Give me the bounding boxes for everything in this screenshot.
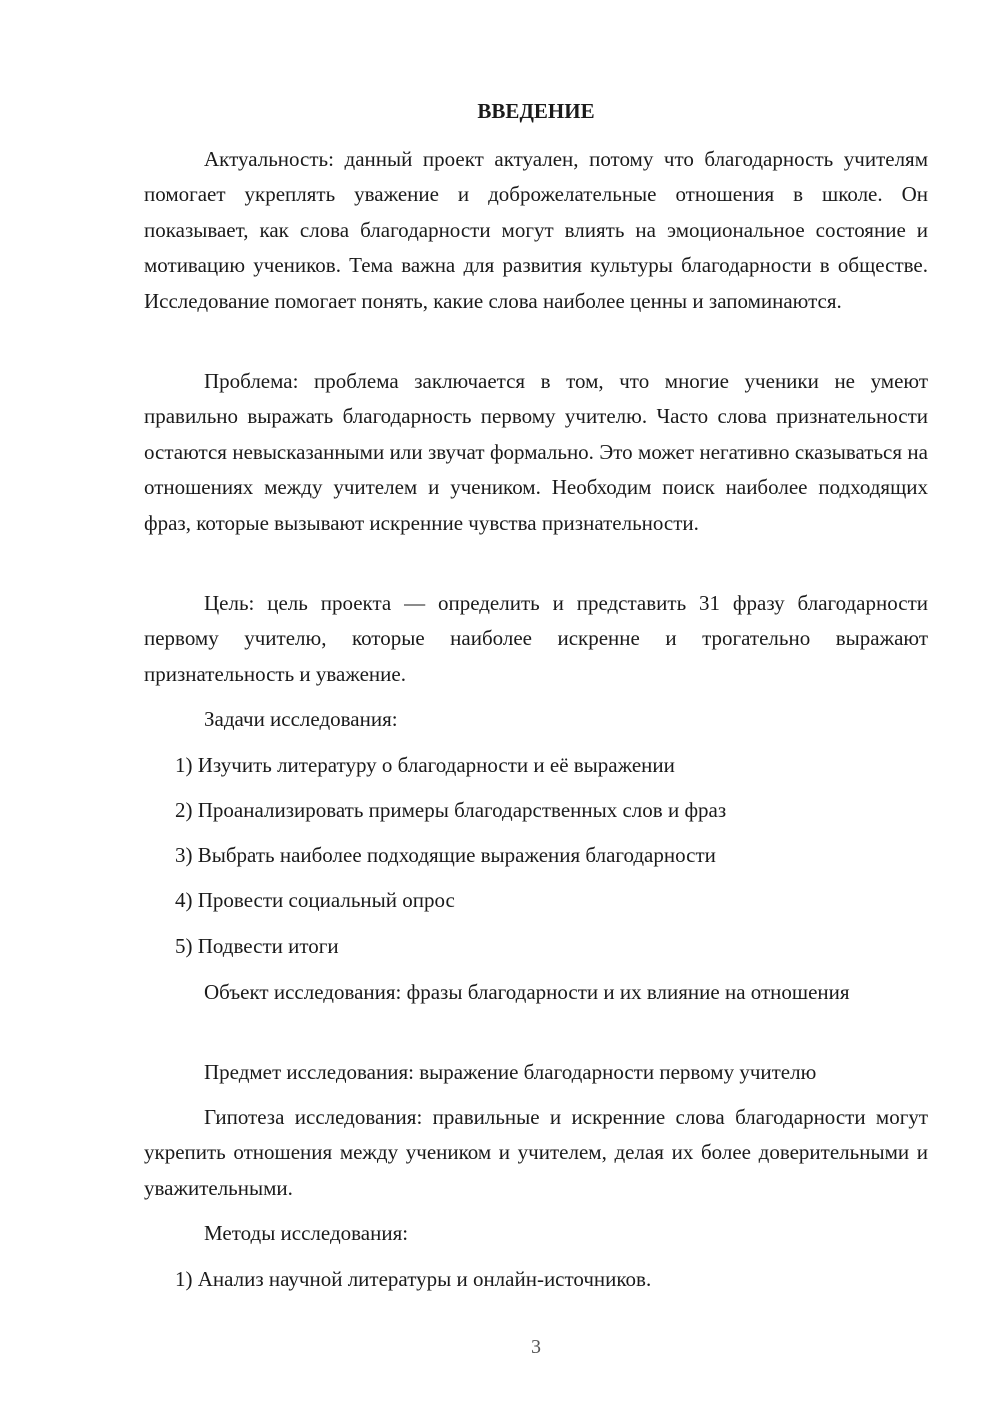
section-title: ВВЕДЕНИЕ (477, 99, 595, 123)
problem-paragraph: Проблема: проблема заключается в том, что многие ученики не умеют правильно выражать благодарность первому учителю. Часто слова признательности остаются невысказанными или звучат формально. Это может негативно сказываться на отношениях между учителем и учеником. Необходим поиск наиболее подходящих фраз, которые вызывают искренние чувства признательности. (144, 369, 928, 535)
goal-paragraph: Цель: цель проекта — определить и представить 31 фразу благодарности первому учителю, которые наиболее искренне и трогательно выражают признательность и уважение. (144, 591, 928, 686)
tasks-heading: Задачи исследования: (204, 707, 398, 731)
method-item: 1) Анализ научной литературы и онлайн-источников. (175, 1267, 652, 1291)
task-item: 3) Выбрать наиболее подходящие выражения благодарности (175, 843, 716, 867)
subject-paragraph: Предмет исследования: выражение благодарности первому учителю (204, 1060, 817, 1084)
task-item: 4) Провести социальный опрос (175, 888, 455, 912)
task-item: 2) Проанализировать примеры благодарственных слов и фраз (175, 798, 727, 822)
task-item: 1) Изучить литературу о благодарности и её выражении (175, 753, 675, 777)
task-item: 5) Подвести итоги (175, 934, 339, 958)
methods-heading: Методы исследования: (204, 1221, 409, 1245)
relevance-paragraph: Актуальность: данный проект актуален, потому что благодарность учителям помогает укреплять уважение и доброжелательные отношения в школе. Он показывает, как слова благодарности могут влиять на эмоциональное состояние и мотивацию учеников. Тема важна для развития культуры благодарности в обществе. Исследование помогает понять, какие слова наиболее ценны и запоминаются. (144, 147, 928, 313)
object-paragraph: Объект исследования: фразы благодарности и их влияние на отношения (204, 980, 850, 1004)
page-number: 3 (531, 1336, 541, 1358)
hypothesis-paragraph: Гипотеза исследования: правильные и искренние слова благодарности могут укрепить отношения между учеником и учителем, делая их более доверительными и уважительными. (144, 1105, 928, 1200)
